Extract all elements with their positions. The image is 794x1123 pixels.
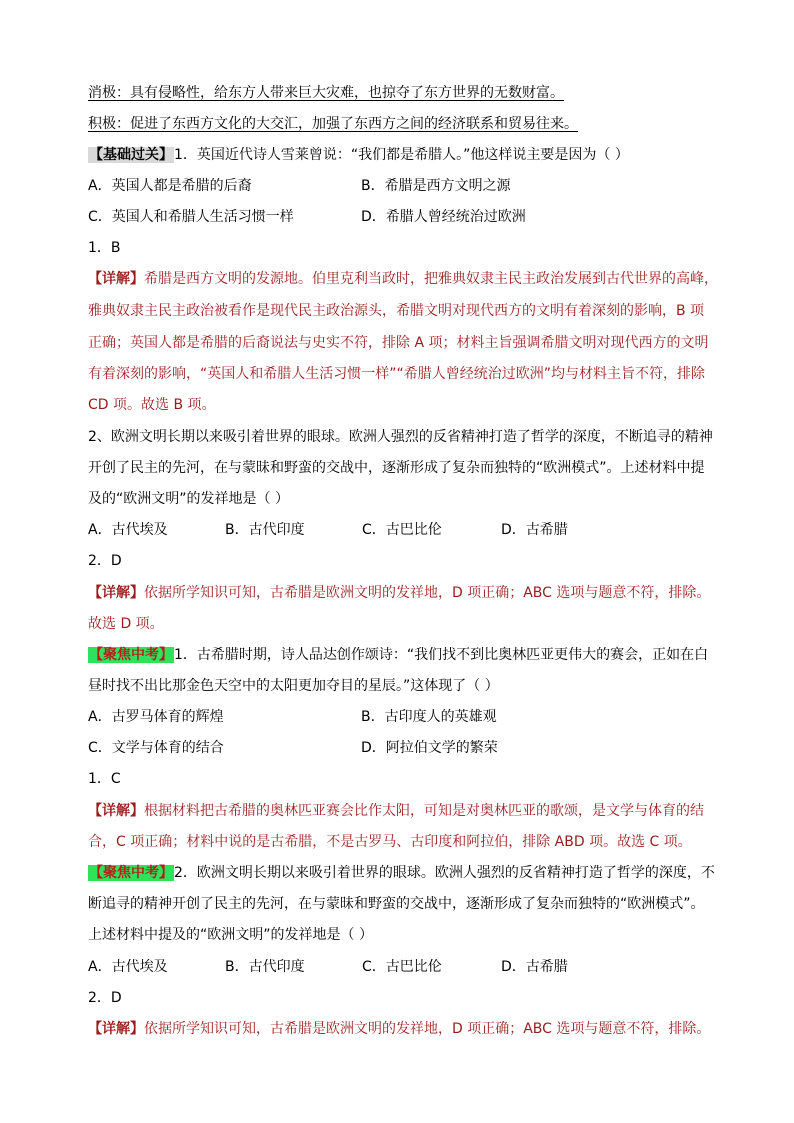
explanation-tag: 【详解】 [88,271,144,287]
basic-tag: 【基础过关】 [89,147,173,163]
question-2-stem: 2、欧洲文明长期以来吸引着世界的眼球。欧洲人强烈的反省精神打造了哲学的深度，不断追寻的精神 [88,429,713,445]
explanation-tag: 【详解】 [88,1021,144,1037]
question-4-stem: 上述材料中提及的“欧洲文明”的发祥地是（ ） [88,927,373,943]
option-b: B．希腊是西方文明之源 [361,178,511,194]
option-d: D．古希腊 [501,522,568,538]
negative-impact-line: 消极：具有侵略性，给东方人带来巨大灾难，也掠夺了东方世界的无数财富。 [88,85,564,101]
option-d: D．希腊人曾经统治过欧洲 [361,209,526,225]
option-a: A．古罗马体育的辉煌 [88,709,224,725]
option-b: B．古代印度 [225,522,305,538]
question-4-stem: 断追寻的精神开创了民主的先河，在与蒙昧和野蛮的交战中，逐渐形成了复杂而独特的“欧洲模式”。 [88,896,705,912]
question-1-explanation-line: CD 项。故选 B 项。 [88,397,216,413]
option-a: A．古代埃及 [88,522,168,538]
question-2-answer: 2．D [88,553,122,569]
option-d: D．古希腊 [501,959,568,975]
option-d: D．阿拉伯文学的繁荣 [361,740,498,756]
option-c: C．古巴比伦 [362,522,442,538]
question-1-explanation-line: 正确；英国人都是希腊的后裔说法与史实不符，排除 A 项；材料主旨强调希腊文明对现代西方的文明 [88,335,709,351]
question-3-explanation-line: 【详解】根据材料把古希腊的奥林匹亚赛会比作太阳，可知是对奥林匹亚的歌颂，是文学与体育的结 [88,803,704,819]
question-2-explanation-line: 故选 D 项。 [88,616,164,632]
explanation-tag: 【详解】 [88,585,144,601]
question-3-stem: 昼时找不出比那金色天空中的太阳更加夺目的星辰。”这体现了（ ） [88,678,499,694]
explanation-tag: 【详解】 [88,803,144,819]
option-b: B．古印度人的英雄观 [361,709,497,725]
question-3-explanation-line: 合，C 项正确；材料中说的是古希腊，不是古罗马、古印度和阿拉伯，排除 ABD 项。故选 C 项。 [88,834,692,850]
question-1-answer: 1．B [88,240,121,256]
option-c: C．古巴比伦 [362,959,442,975]
question-2-explanation-line: 【详解】依据所学知识可知，古希腊是欧洲文明的发祥地，D 项正确；ABC 选项与题意不符，排除。 [88,585,711,601]
option-c: C．英国人和希腊人生活习惯一样 [88,209,294,225]
question-4-stem: 【聚焦中考】2．欧洲文明长期以来吸引着世界的眼球。欧洲人强烈的反省精神打造了哲学的深度，不 [89,865,715,881]
focus-exam-tag: 【聚焦中考】 [89,865,173,881]
question-4-answer: 2．D [88,990,122,1006]
question-4-explanation-line: 【详解】依据所学知识可知，古希腊是欧洲文明的发祥地，D 项正确；ABC 选项与题意不符，排除。 [88,1021,711,1037]
question-3-stem: 【聚焦中考】1．古希腊时期，诗人品达创作颂诗：“我们找不到比奥林匹亚更伟大的赛会，正如在白 [89,647,709,663]
question-1-stem: 【基础过关】1．英国近代诗人雪莱曾说：“我们都是希腊人。”他这样说主要是因为（ ） [89,147,629,163]
question-1-explanation-line: 有着深刻的影响，“英国人和希腊人生活习惯一样”“希腊人曾经统治过欧洲”均与材料主旨不符，排除 [88,366,706,382]
question-1-explanation-line: 【详解】希腊是西方文明的发源地。伯里克利当政时，把雅典奴隶主民主政治发展到古代世界的高峰， [88,271,718,287]
question-1-explanation-line: 雅典奴隶主民主政治被看作是现代民主政治源头，希腊文明对现代西方的文明有着深刻的影响，B 项 [88,303,705,319]
question-2-stem: 及的“欧洲文明”的发祥地是（ ） [88,491,289,507]
option-c: C．文学与体育的结合 [88,740,224,756]
option-a: A．英国人都是希腊的后裔 [88,178,252,194]
positive-impact-line: 积极：促进了东西方文化的大交汇，加强了东西方之间的经济联系和贸易往来。 [88,116,578,132]
question-3-answer: 1．C [88,771,121,787]
option-a: A．古代埃及 [88,959,168,975]
question-2-stem: 开创了民主的先河，在与蒙昧和野蛮的交战中，逐渐形成了复杂而独特的“欧洲模式”。上述材料中提 [88,460,705,476]
option-b: B．古代印度 [225,959,305,975]
focus-exam-tag: 【聚焦中考】 [89,647,173,663]
